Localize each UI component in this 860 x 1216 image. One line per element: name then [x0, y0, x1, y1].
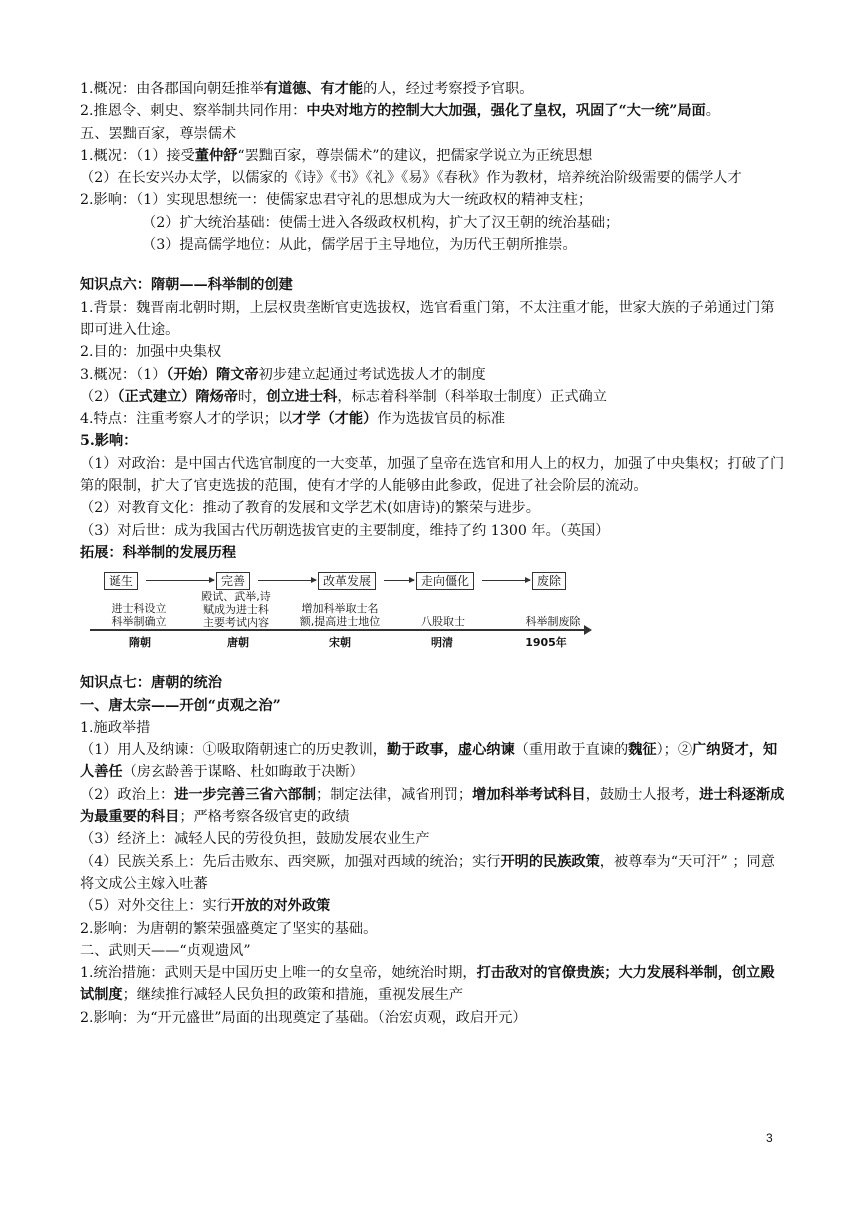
text-line: （3）对后世：成为我国古代历朝选拔官吏的主要制度，维持了约 1300 年。（英国）: [80, 522, 610, 539]
section-heading: 二、武则天——“贞观遗风”: [80, 942, 251, 959]
timeline-era: 1905年: [525, 636, 567, 650]
section-heading: 一、唐太宗——开创“贞观之治”: [80, 697, 281, 714]
text-line: （2）扩大统治基础：使儒士进入各级政权机构，扩大了汉王朝的统治基础；: [142, 214, 620, 231]
text-line: 1.背景：魏晋南北朝时期，上层权贵垄断官吏选拔权，选官看重门第，不太注重才能，世家大族的子弟通过门第即可进入仕途。: [80, 299, 775, 338]
keju-timeline-diagram: [90, 570, 600, 650]
text-line: 5.影响：: [80, 433, 138, 450]
timeline-axis: [90, 629, 590, 631]
timeline-era: 唐朝: [227, 636, 249, 650]
text-line: （4）民族关系上：先后击败东、西突厥，加强对西域的统治；实行开明的民族政策，被尊奉为“天可汗” ；同意将文成公主嫁入吐蕃: [80, 853, 775, 892]
timeline-stage: 诞生: [104, 572, 138, 590]
timeline-arrow: [146, 580, 214, 581]
section-heading: 五、罢黜百家，尊崇儒术: [80, 125, 237, 142]
timeline-arrow: [482, 580, 530, 581]
timeline-era: 隋朝: [129, 636, 151, 650]
text-line: 2.目的：加强中央集权: [80, 344, 222, 361]
timeline-stage: 完善: [216, 572, 250, 590]
timeline-era: 明清: [431, 636, 453, 650]
text-line: 2.推恩令、刺史、察举制共同作用：中央对地方的控制大大加强，强化了皇权，巩固了“大一统”局面。: [80, 103, 720, 120]
text-line: 1.施政举措: [80, 719, 151, 736]
text-line: （3）经济上：减轻人民的劳役负担，鼓励发展农业生产: [80, 831, 430, 848]
text-line: （1）对政治：是中国古代选官制度的一大变革，加强了皇帝在选官和用人上的权力，加强了中央集权；打破了门第的限制，扩大了官吏选拔的范围，使有才学的人能够由此参政，促进了社会阶层的流动。: [80, 455, 785, 495]
timeline-stage: 改革发展: [318, 572, 376, 590]
text-line: （1）用人及纳谏：①吸取隋朝速亡的历史教训，勤于政事，虚心纳谏（重用敢于直谏的魏征）；②广纳贤才，知人善任（房玄龄善于谋略、杜如晦敢于决断）: [80, 742, 778, 781]
knowledge-point-6-title: 知识点六：隋朝——科举制的创建: [80, 277, 293, 294]
text-line: 1.概况：由各郡国向朝廷推举有道德、有才能的人，经过考察授予官职。: [80, 81, 534, 97]
extension-heading: 拓展：科举制的发展历程: [80, 544, 237, 561]
document-page: [80, 78, 788, 1029]
timeline-stage: 废除: [532, 572, 566, 590]
text-line: 2.影响：为唐朝的繁荣强盛奠定了坚实的基础。: [80, 920, 378, 937]
timeline-description: 殿试、武举,诗 赋成为进士科 主要考试内容: [201, 590, 271, 630]
text-line: 1.统治措施：武则天是中国历史上唯一的女皇帝，她统治时期，打击敌对的官僚贵族；大力发展科举制，创立殿试制度；继续推行减轻人民负担的政策和措施，重视发展生产: [80, 965, 775, 1004]
text-line: 2.影响：为“开元盛世”局面的出现奠定了基础。（治宏贞观，政启开元）: [80, 1009, 527, 1026]
text-line: （2）对教育文化：推动了教育的发展和文学艺术(如唐诗)的繁荣与进步。: [80, 500, 540, 517]
timeline-description: 进士科设立 科举制确立: [111, 602, 167, 629]
timeline-description: 科举制废除: [525, 615, 581, 629]
text-line: （2）在长安兴办太学，以儒家的《诗》《书》《礼》《易》《春秋》作为教材，培养统治阶级需要的儒学人才: [80, 170, 742, 187]
timeline-stage: 走向僵化: [416, 572, 474, 590]
text-line: （3）提高儒学地位：从此，儒学居于主导地位，为历代王朝所推崇。: [142, 237, 577, 254]
timeline-arrow: [384, 580, 414, 581]
timeline-description: 增加科举取士名 额,提高进士地位: [299, 602, 381, 629]
text-line: 2.影响：（1）实现思想统一：使儒家忠君守礼的思想成为大一统政权的精神支柱；: [80, 192, 593, 209]
timeline-arrow: [258, 580, 316, 581]
text-line: （5）对外交往上：实行开放的对外政策: [80, 898, 331, 915]
timeline-era: 宋朝: [329, 636, 351, 650]
text-line: 1.概况：（1）接受董仲舒“罢黜百家，尊崇儒术”的建议，把儒家学说立为正统思想: [80, 147, 593, 164]
text-line: 3.概况：（1）（开始）隋文帝初步建立起通过考试选拔人才的制度: [80, 366, 486, 383]
text-line: （2）政治上：进一步完善三省六部制；制定法律，减省刑罚；增加科举考试科目，鼓励士人报考，进士科逐渐成为最重要的科目；严格考察各级官吏的政绩: [80, 786, 785, 826]
timeline-description: 八股取士: [421, 615, 465, 629]
knowledge-point-7-title: 知识点七：唐朝的统治: [80, 675, 222, 692]
text-line: 4.特点：注重考察人才的学识；以才学（才能）作为选拔官员的标准: [80, 411, 506, 428]
page-number: 3: [766, 1131, 773, 1145]
text-line: （2）（正式建立）隋炀帝时，创立进士科，标志着科举制（科举取士制度）正式确立: [80, 388, 607, 405]
